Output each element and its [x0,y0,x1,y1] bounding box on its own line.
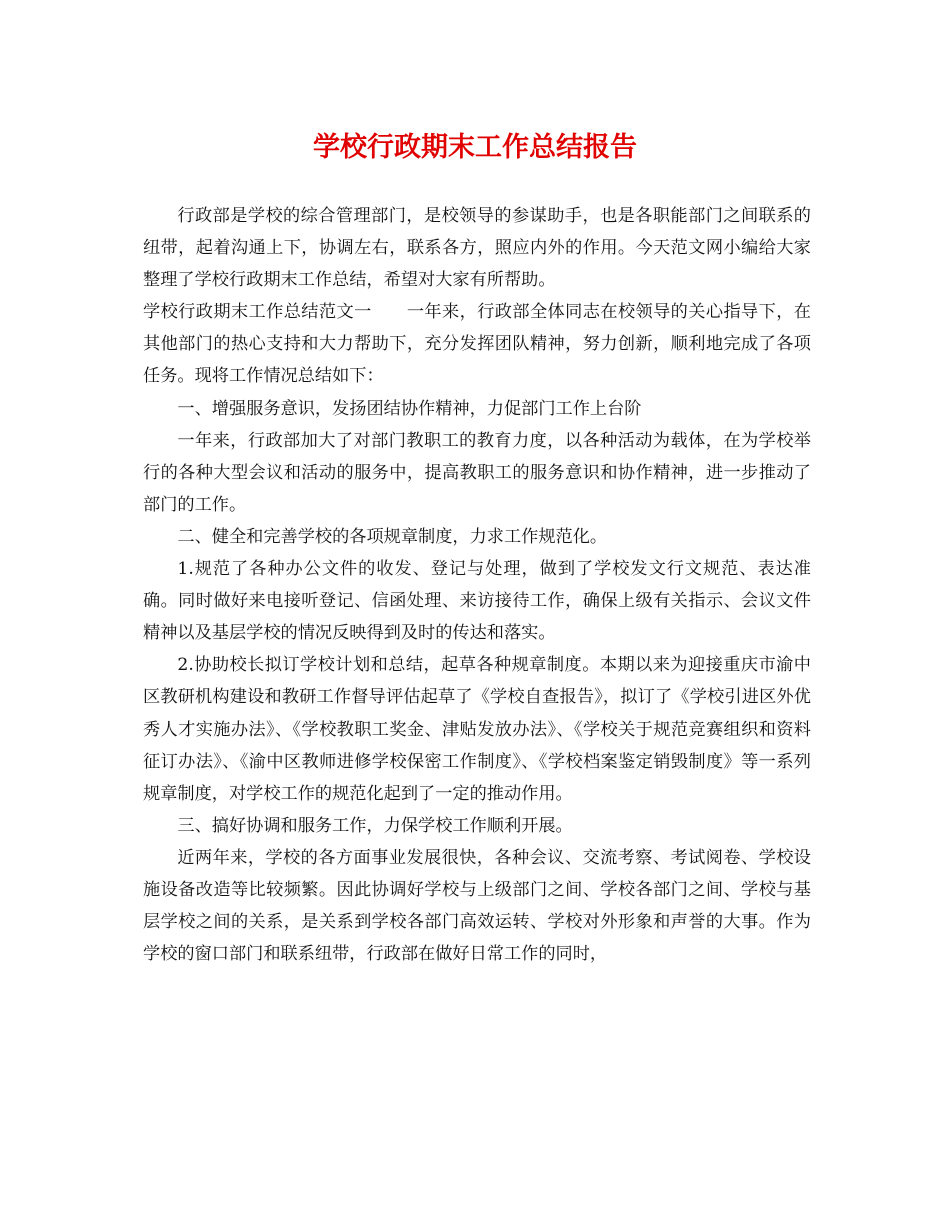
paragraph-section-3: 近两年来，学校的各方面事业发展很快，各种会议、交流考察、考试阅卷、学校设施设备改造等比较频繁。因此协调好学校与上级部门之间、学校各部门之间、学校与基层学校之间的关系，是关系到学校各部门高效运转、学校对外形象和声誉的大事。作为学校的窗口部门和联系纽带，行政部在做好日常工作的同时， [143,847,811,965]
paragraph-item-2: 2.协助校长拟订学校计划和总结，起草各种规章制度。本期以来为迎接重庆市渝中区教研机构建设和教研工作督导评估起草了《学校自查报告》，拟订了《学校引进区外优秀人才实施办法》、《学校教职工奖金、津贴发放办法》、《学校关于规范竞赛组织和资料征订办法》、《渝中区教师进修学校保密工作制度》、《学校档案鉴定销毁制度》等一系列规章制度，对学校工作的规范化起到了一定的推动作用。 [143,655,811,804]
paragraph-section-1: 一年来，行政部加大了对部门教职工的教育力度，以各种活动为载体，在为学校举行的各种大型会议和活动的服务中，提高教职工的服务意识和协作精神，进一步推动了部门的工作。 [143,430,811,515]
paragraph-intro: 行政部是学校的综合管理部门，是校领导的参谋助手，也是各职能部门之间联系的纽带，起着沟通上下，协调左右，联系各方，照应内外的作用。今天范文网小编给大家整理了学校行政期末工作总结，希望对大家有所帮助。 [143,206,811,291]
section-heading-2: 二、健全和完善学校的各项规章制度，力求工作规范化。 [177,526,608,547]
document-title: 学校行政期末工作总结报告 [313,132,637,163]
paragraph-sample-one: 学校行政期末工作总结范文一 一年来，行政部全体同志在校领导的关心指导下，在其他部门的热心支持和大力帮助下，充分发挥团队精神，努力创新，顺利地完成了各项任务。现将工作情况总结如下： [143,302,811,387]
paragraph-item-1: 1.规范了各种办公文件的收发、登记与处理，做到了学校发文行文规范、表达准确。同时做好来电接听登记、信函处理、来访接待工作，确保上级有关指示、会议文件精神以及基层学校的情况反映得到及时的传达和落实。 [143,559,811,644]
section-heading-1: 一、增强服务意识，发扬团结协作精神，力促部门工作上台阶 [177,398,642,419]
document-body [143,200,811,970]
section-heading-3: 三、搞好协调和服务工作，力保学校工作顺利开展。 [177,815,573,836]
